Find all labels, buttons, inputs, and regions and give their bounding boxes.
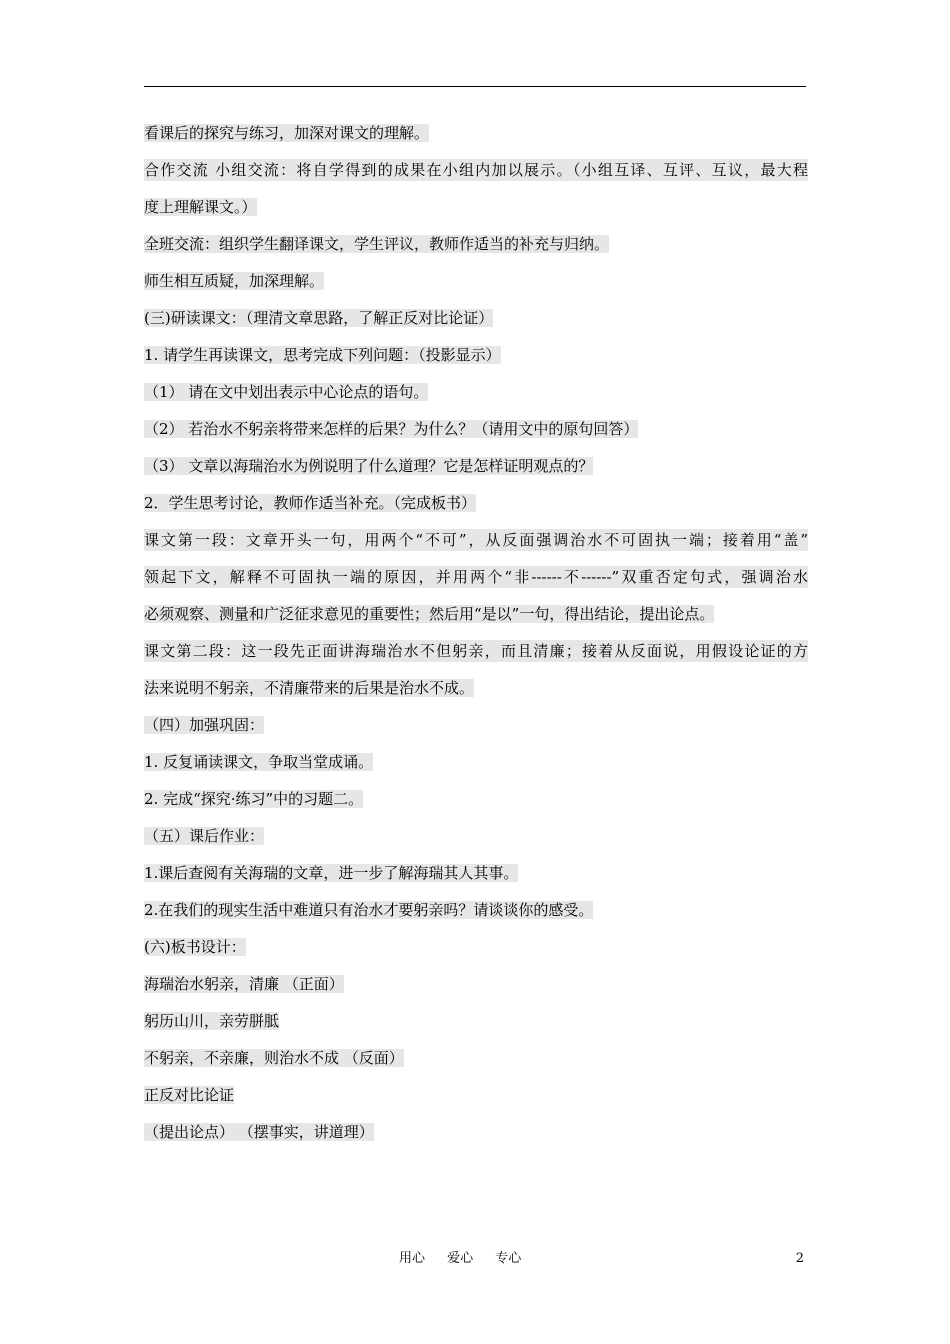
section-heading: (三)研读课文：（理清文章思路，了解正反对比论证） (144, 309, 494, 327)
body-line: 2.在我们的现实生活中难道只有治水才要躬亲吗？请谈谈你的感受。 (144, 901, 594, 919)
body-line: 法来说明不躬亲，不清廉带来的后果是治水不成。 (144, 679, 475, 697)
body-line: 看课后的探究与练习，加深对课文的理解。 (144, 124, 430, 142)
section-heading: （四）加强巩固： (144, 716, 265, 734)
board-design-line: （提出论点） （摆事实，讲道理） (144, 1123, 374, 1141)
question-item: （3） 文章以海瑞治水为例说明了什么道理？它是怎样证明观点的？ (144, 457, 594, 475)
body-line: 2．学生思考讨论，教师作适当补充。（完成板书） (144, 494, 477, 512)
question-item: （2） 若治水不躬亲将带来怎样的后果？为什么？（请用文中的原句回答） (144, 420, 639, 438)
body-line: 全班交流：组织学生翻译课文，学生评议，教师作适当的补充与归纳。 (144, 235, 610, 253)
footer-slogan: 用心 爱心 专心 (399, 1251, 522, 1266)
body-line: 度上理解课文。） (144, 198, 257, 216)
body-line: 领起下文，解释不可固执一端的原因，并用两个“非------不------”双重否定句式，强调治水 (144, 568, 808, 586)
body-line: 1. 反复诵读课文，争取当堂成诵。 (144, 753, 374, 771)
board-design-line: 躬历山川，亲劳胼胝 (144, 1012, 280, 1030)
body-line: 课文第二段：这一段先正面讲海瑞治水不但躬亲，而且清廉；接着从反面说，用假设论证的方 (144, 642, 808, 660)
question-item: （1） 请在文中划出表示中心论点的语句。 (144, 383, 429, 401)
page-number: 2 (795, 1251, 804, 1266)
body-line: 师生相互质疑，加深理解。 (144, 272, 325, 290)
body-line: 必须观察、测量和广泛征求意见的重要性；然后用“是以”一句，得出结论，提出论点。 (144, 605, 715, 623)
document-body (144, 122, 808, 1158)
board-design-line: 不躬亲，不亲廉，则治水不成 （反面） (144, 1049, 404, 1067)
body-line: 1.课后查阅有关海瑞的文章，进一步了解海瑞其人其事。 (144, 864, 519, 882)
board-design-line: 正反对比论证 (144, 1086, 235, 1104)
section-heading: (六)板书设计： (144, 938, 246, 956)
section-heading: （五）课后作业： (144, 827, 265, 845)
body-line: 课文第一段：文章开头一句，用两个“不可”，从反面强调治水不可固执一端；接着用“盖” (144, 531, 808, 549)
body-line: 2. 完成“探究·练习”中的习题二。 (144, 790, 364, 808)
board-design-line: 海瑞治水躬亲，清廉 （正面） (144, 975, 344, 993)
header-rule (144, 86, 806, 87)
page-footer (0, 1249, 950, 1269)
body-line: 1. 请学生再读课文，思考完成下列问题：（投影显示） (144, 346, 501, 364)
body-line: 合作交流 小组交流：将自学得到的成果在小组内加以展示。（小组互译、互评、互议，最大程 (144, 161, 808, 179)
